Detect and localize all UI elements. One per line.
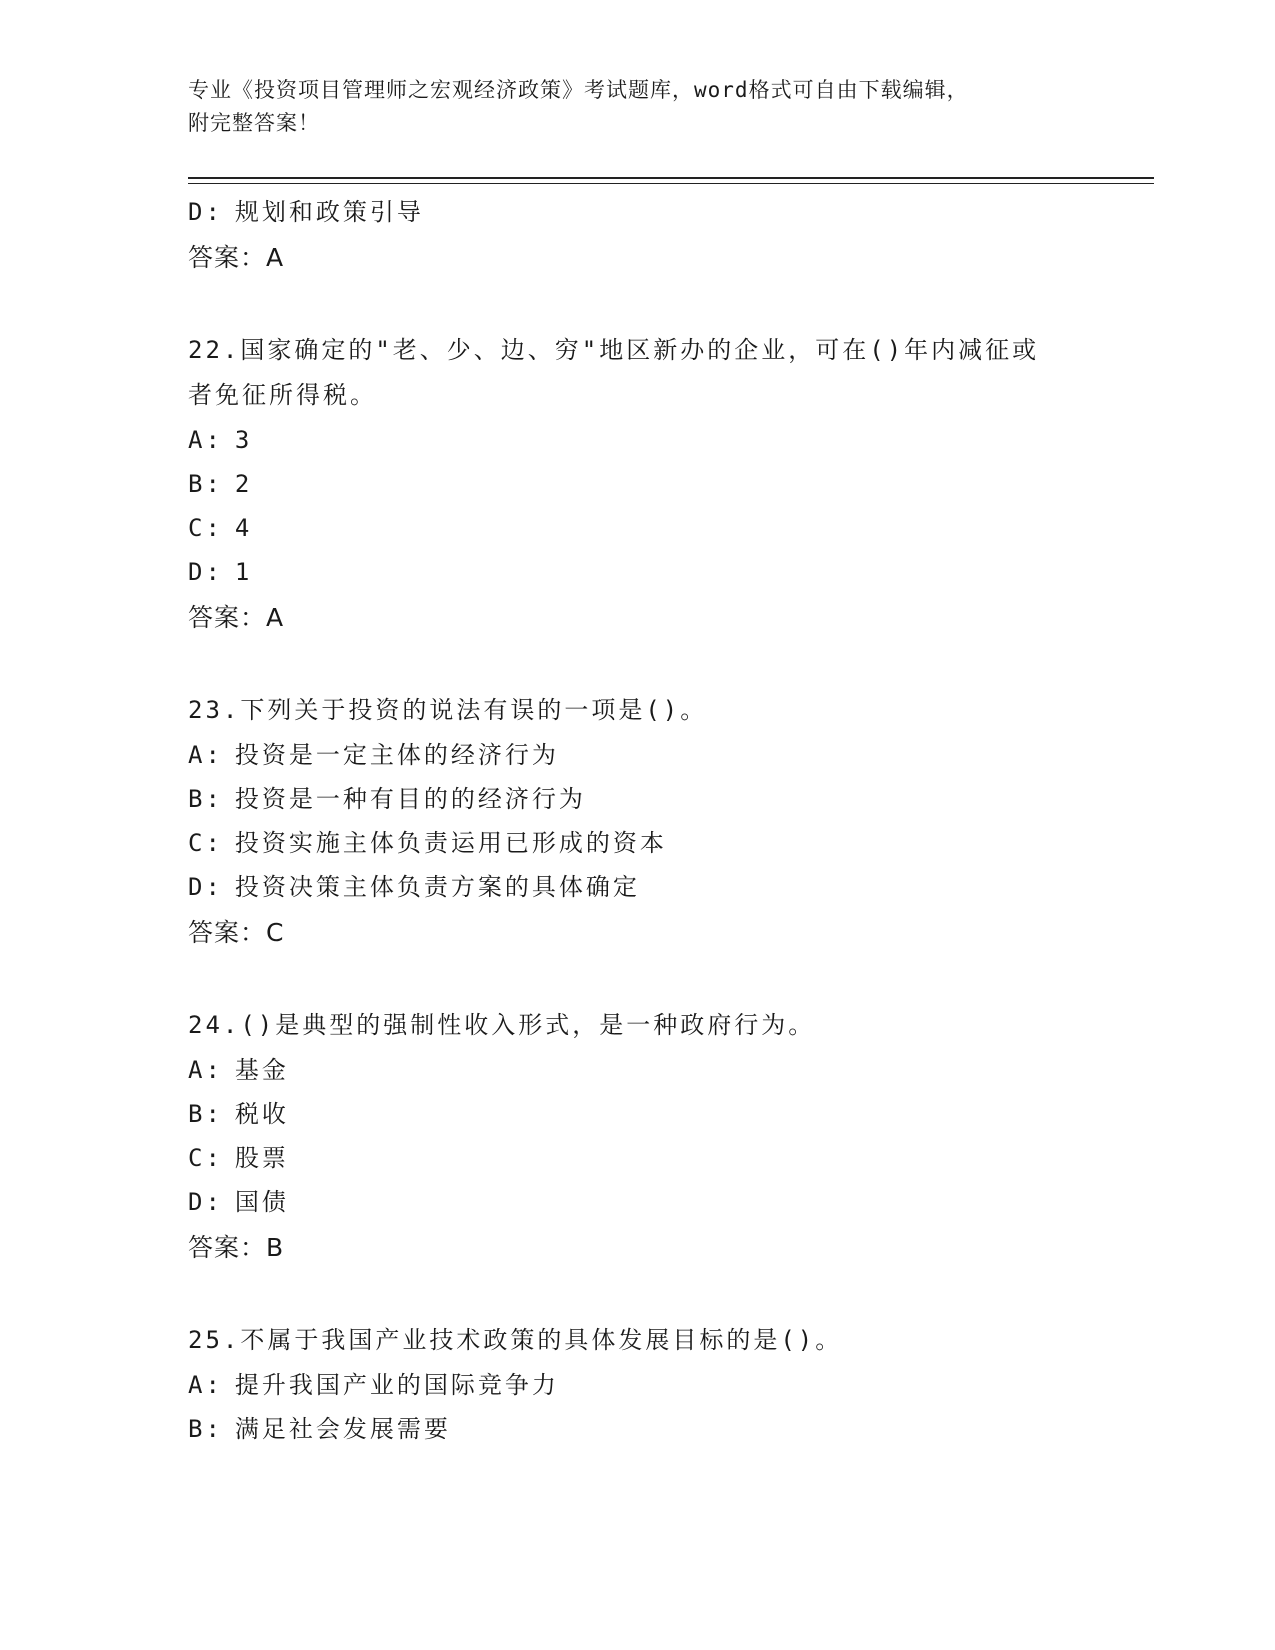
option-c [188,506,1128,550]
option-text: 投资决策主体负责方案的具体确定 [234,873,640,901]
option-b [188,1092,1128,1136]
option-label: D: [188,1188,223,1216]
option-b [188,1407,1128,1451]
option-text: 规划和政策引导 [234,198,424,226]
header-line-1: 专业《投资项目管理师之宏观经济政策》考试题库，word格式可自由下载编辑， [188,78,969,102]
option-label: A: [188,426,223,454]
option-label: A: [188,1371,223,1399]
question-stem [188,688,1088,733]
question-21-partial [188,190,1128,282]
option-d [188,1180,1128,1224]
question-stem-line-1: 24.()是典型的强制性收入形式，是一种政府行为。 [188,1011,816,1039]
header-divider-thick [188,177,1154,179]
option-label: C: [188,829,223,857]
question-25 [188,1318,1128,1451]
option-text: 投资实施主体负责运用已形成的资本 [234,829,667,857]
option-a [188,418,1128,462]
question-stem-line-2: 者免征所得税。 [188,381,377,409]
answer-line: 答案：C [188,918,285,947]
option-label: C: [188,514,223,542]
option-d [188,190,1128,234]
option-text: 3 [234,426,253,454]
option-label: B: [188,1415,223,1443]
option-text: 2 [234,470,253,498]
option-label: A: [188,741,223,769]
answer-line: 答案：B [188,1233,285,1262]
option-c [188,1136,1128,1180]
option-label: B: [188,785,223,813]
option-a [188,1048,1128,1092]
option-text: 基金 [234,1056,289,1084]
answer-line: 答案：A [188,243,285,272]
option-text: 税收 [234,1100,289,1128]
option-d [188,865,1128,909]
question-22 [188,328,1128,642]
question-list [188,190,1128,1451]
option-text: 满足社会发展需要 [234,1415,451,1443]
question-stem [188,1318,1088,1363]
option-label: B: [188,1100,223,1128]
question-stem [188,1003,1088,1048]
option-label: D: [188,873,223,901]
option-text: 国债 [234,1188,289,1216]
question-stem-line-1: 25.不属于我国产业技术政策的具体发展目标的是()。 [188,1326,843,1354]
option-label: C: [188,1144,223,1172]
header-line-2: 附完整答案！ [188,111,320,135]
option-text: 投资是一定主体的经济行为 [234,741,559,769]
question-23 [188,688,1128,957]
option-label: B: [188,470,223,498]
option-label: D: [188,558,223,586]
header-divider-thin [188,183,1154,184]
question-stem-line-1: 23.下列关于投资的说法有误的一项是()。 [188,696,708,724]
option-text: 4 [234,514,253,542]
question-24 [188,1003,1128,1272]
option-b [188,777,1128,821]
option-c [188,821,1128,865]
option-a [188,733,1128,777]
question-stem [188,328,1088,418]
answer-line: 答案：A [188,603,285,632]
option-text: 提升我国产业的国际竞争力 [234,1371,559,1399]
option-label: A: [188,1056,223,1084]
option-b [188,462,1128,506]
option-d [188,550,1128,594]
document-header [188,74,1068,140]
option-a [188,1363,1128,1407]
option-text: 投资是一种有目的的经济行为 [234,785,586,813]
question-stem-line-1: 22.国家确定的"老、少、边、穷"地区新办的企业，可在()年内减征或 [188,336,1040,364]
option-text: 股票 [234,1144,289,1172]
option-label: D: [188,198,223,226]
option-text: 1 [234,558,253,586]
